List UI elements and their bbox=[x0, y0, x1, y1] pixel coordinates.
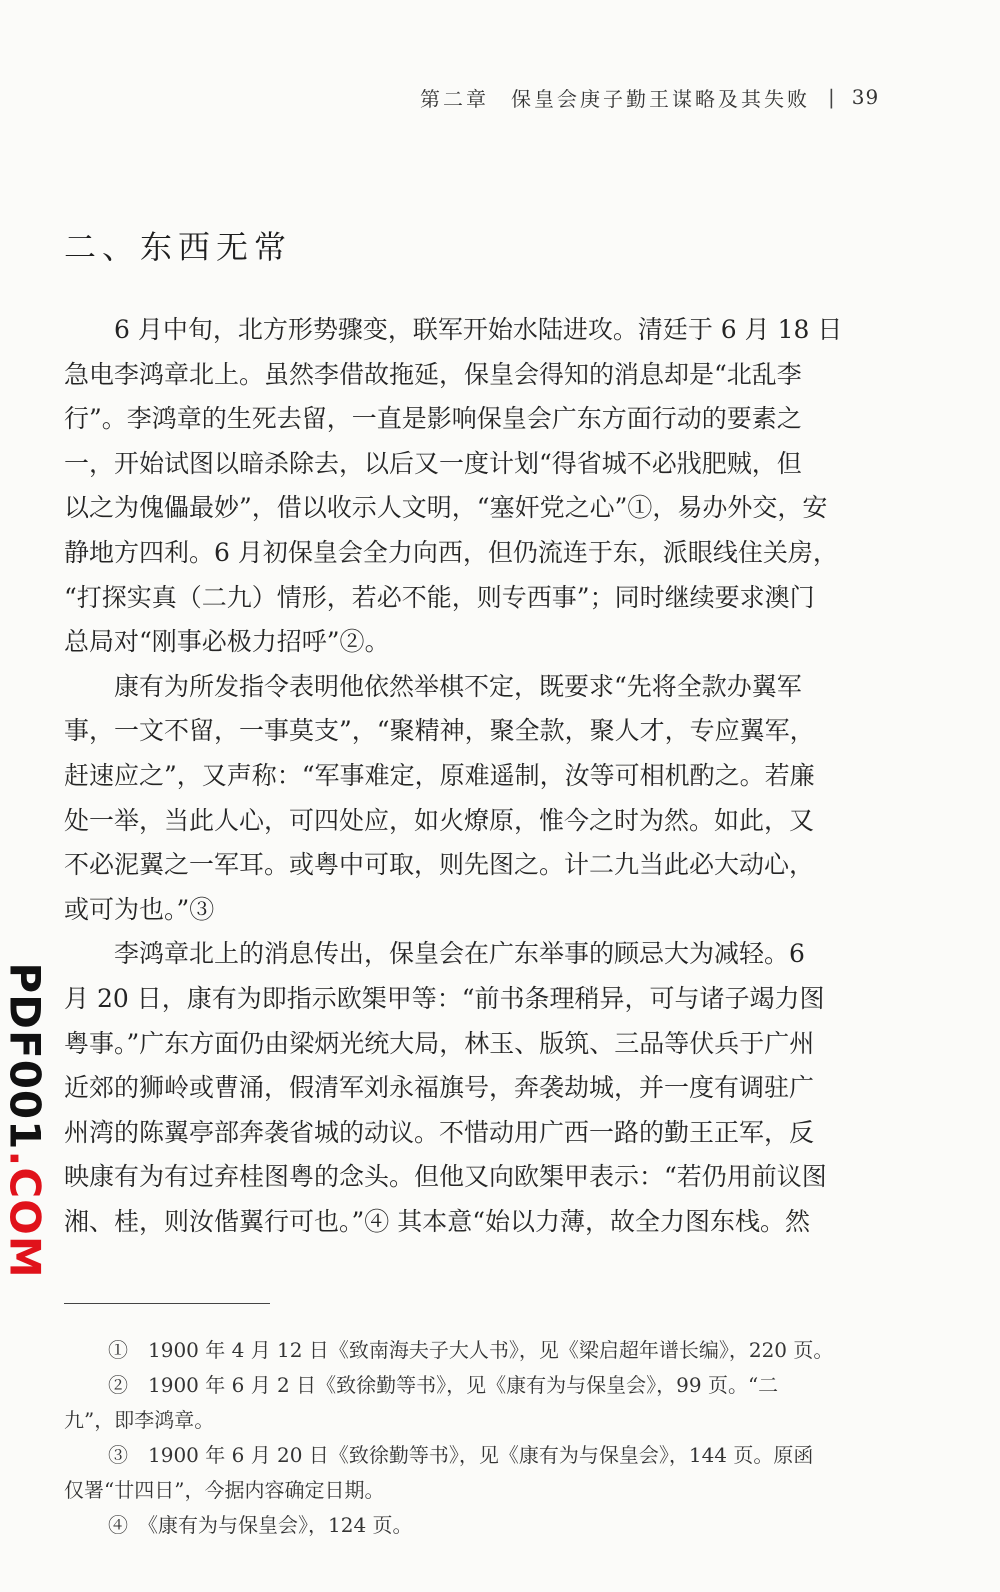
paragraph-line: 6 月中旬，北方形势骤变，联军开始水陆进攻。清廷于 6 月 18 日 bbox=[114, 315, 843, 344]
paragraph-line: 近郊的狮岭或曹涌，假清军刘永福旗号，奔袭劫城，并一度有调驻广 bbox=[64, 1073, 815, 1103]
paragraph-line: 行”。李鸿章的生死去留，一直是影响保皇会广东方面行动的要素之 bbox=[64, 404, 802, 434]
chapter-title: 保皇会庚子勤王谋略及其失败 bbox=[511, 86, 810, 111]
paragraph-line: “打探实真（二九）情形，若必不能，则专西事”；同时继续要求澳门 bbox=[64, 582, 815, 612]
paragraph-line: 州湾的陈翼亭部奔袭省城的动议。不惜动用广西一路的勤王正军，反 bbox=[64, 1117, 815, 1147]
paragraph-line: 不必泥翼之一军耳。或粤中可取，则先图之。计二九当此必大动心， bbox=[64, 850, 815, 880]
watermark-text-domain: .COM bbox=[0, 1149, 50, 1279]
footnotes bbox=[64, 1333, 894, 1543]
paragraph-line: 湘、桂，则汝偕翼行可也。”④ 其本意“始以力薄，故全力图东栈。然 bbox=[64, 1206, 811, 1236]
footnote-line: 仅署“廿四日”，今据内容确定日期。 bbox=[64, 1478, 385, 1502]
footnote bbox=[64, 1438, 894, 1508]
page-number: 39 bbox=[851, 85, 880, 109]
paragraph-line: 映康有为有过弃桂图粤的念头。但他又向欧榘甲表示：“若仍用前议图 bbox=[64, 1162, 827, 1192]
footnote-line: ③ 1900 年 6 月 20 日《致徐勤等书》，见《康有为与保皇会》，144 页。原函 bbox=[108, 1443, 814, 1467]
paragraph-line: 或可为也。”③ bbox=[64, 894, 215, 924]
header-separator: | bbox=[828, 85, 838, 109]
chapter-label: 第二章 bbox=[420, 86, 489, 111]
footnote-line: 九”，即李鸿章。 bbox=[64, 1408, 215, 1432]
footnote bbox=[64, 1368, 894, 1438]
footnote-divider bbox=[64, 1303, 270, 1304]
paragraph bbox=[64, 308, 894, 665]
running-header bbox=[420, 82, 890, 112]
footnote bbox=[64, 1508, 894, 1543]
paragraph bbox=[64, 932, 894, 1244]
paragraph-line: 总局对“刚事必极力招呼”②。 bbox=[64, 627, 390, 657]
paragraph-line: 一，开始试图以暗杀除去，以后又一度计划“得省城不必戕肥贼，但 bbox=[64, 448, 802, 478]
paragraph-line: 以之为傀儡最妙”，借以收示人文明，“塞奸党之心”①，易办外交，安 bbox=[64, 493, 828, 523]
footnote-line: ② 1900 年 6 月 2 日《致徐勤等书》，见《康有为与保皇会》，99 页。“二 bbox=[108, 1373, 779, 1397]
paragraph-line: 急电李鸿章北上。虽然李借故拖延，保皇会得知的消息却是“北乱李 bbox=[64, 359, 802, 389]
body-text bbox=[64, 308, 894, 1244]
footnote-line: ④ 《康有为与保皇会》，124 页。 bbox=[108, 1513, 413, 1537]
footnote bbox=[64, 1333, 894, 1368]
paragraph-line: 事，一文不留，一事莫支”，“聚精神，聚全款，聚人才，专应翼军， bbox=[64, 716, 815, 746]
watermark-text-main: PDF001 bbox=[0, 961, 50, 1150]
paragraph-line: 粤事。”广东方面仍由梁炳光统大局，林玉、版筑、三品等伏兵于广州 bbox=[64, 1028, 815, 1058]
paragraph bbox=[64, 665, 894, 933]
paragraph-line: 静地方四利。6 月初保皇会全力向西，但仍流连于东，派眼线住关房， bbox=[64, 537, 838, 567]
paragraph-line: 处一举，当此人心，可四处应，如火燎原，惟今之时为然。如此，又 bbox=[64, 805, 815, 835]
paragraph-line: 月 20 日，康有为即指示欧榘甲等：“前书条理稍异，可与诸子竭力图 bbox=[64, 983, 825, 1013]
watermark-logo bbox=[0, 961, 50, 1279]
footnote-line: ① 1900 年 4 月 12 日《致南海夫子大人书》，见《梁启超年谱长编》，220 页。 bbox=[108, 1338, 834, 1362]
section-heading: 二、东西无常 bbox=[64, 228, 293, 266]
paragraph-line: 康有为所发指令表明他依然举棋不定，既要求“先将全款办翼军 bbox=[114, 671, 802, 701]
paragraph-line: 李鸿章北上的消息传出，保皇会在广东举事的顾忌大为减轻。6 bbox=[114, 939, 805, 969]
paragraph-line: 赶速应之”，又声称：“军事难定，原难遥制，汝等可相机酌之。若廉 bbox=[64, 760, 815, 790]
